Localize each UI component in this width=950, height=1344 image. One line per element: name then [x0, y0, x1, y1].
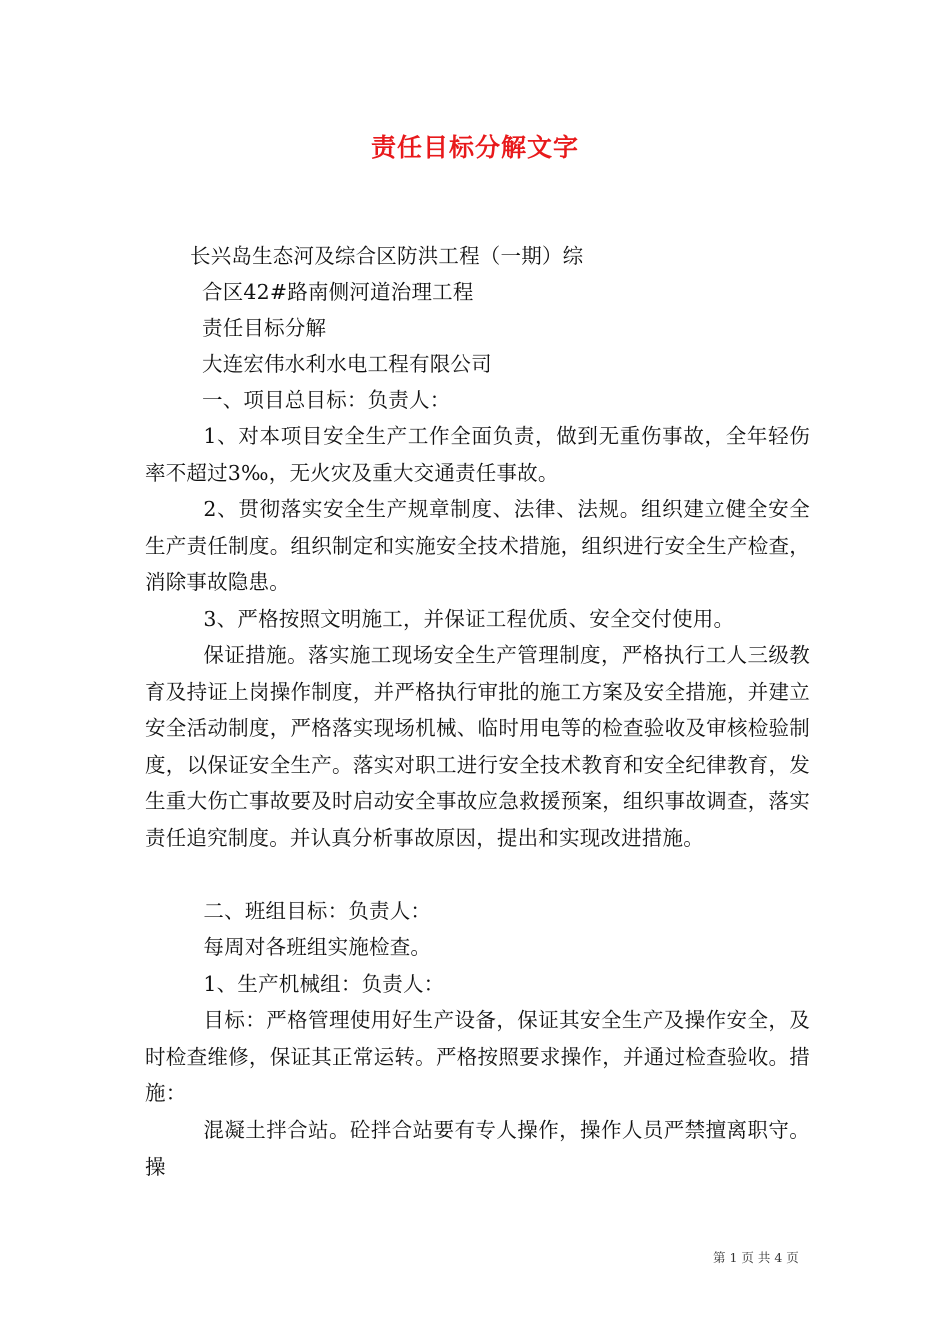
section-heading-2: 二、班组目标：负责人：	[203, 899, 432, 923]
paragraph-5: 每周对各班组实施检查。	[203, 935, 432, 959]
paragraph-1: 1、对本项目安全生产工作全面负责，做到无重伤事故，全年轻伤率不超过3‰，无火灾及重大交通责任事故。	[145, 424, 810, 485]
project-name-line-1: 长兴岛生态河及综合区防洪工程（一期）综	[190, 244, 584, 268]
paragraph-7: 目标：严格管理使用好生产设备，保证其安全生产及操作安全，及时检查维修，保证其正常运转。严格按照要求操作，并通过检查验收。措施：	[145, 1008, 810, 1105]
page-indicator: 第 1 页 共 4 页	[713, 1250, 799, 1265]
document-title: 责任目标分解文字	[370, 133, 579, 162]
paragraph-2: 2、贯彻落实安全生产规章制度、法律、法规。组织建立健全安全生产责任制度。组织制定和实施安全技术措施，组织进行安全生产检查，消除事故隐患。	[145, 497, 810, 594]
paragraph-6: 1、生产机械组：负责人：	[203, 972, 445, 996]
company-name-line: 大连宏伟水利水电工程有限公司	[202, 352, 492, 376]
project-name-line-2: 合区42#路南侧河道治理工程	[202, 280, 474, 304]
paragraph-3: 3、严格按照文明施工，并保证工程优质、安全交付使用。	[203, 607, 735, 631]
paragraph-4: 保证措施。落实施工现场安全生产管理制度，严格执行工人三级教育及持证上岗操作制度，并严格执行审批的施工方案及安全措施，并建立安全活动制度，严格落实现场机械、临时用电等的检查验收及审核检验制度，以保证安全生产。落实对职工进行安全技术教育和安全纪律教育，发生重大伤亡事故要及时启动安全事故应急救援预案，组织事故调查，落实责任追究制度。并认真分析事故原因，提出和实现改进措施。	[145, 643, 810, 850]
section-heading-1: 一、项目总目标：负责人：	[202, 388, 451, 412]
paragraph-8: 混凝土拌合站。砼拌合站要有专人操作，操作人员严禁擅离职守。操	[145, 1118, 810, 1179]
subtitle-line: 责任目标分解	[202, 316, 327, 340]
